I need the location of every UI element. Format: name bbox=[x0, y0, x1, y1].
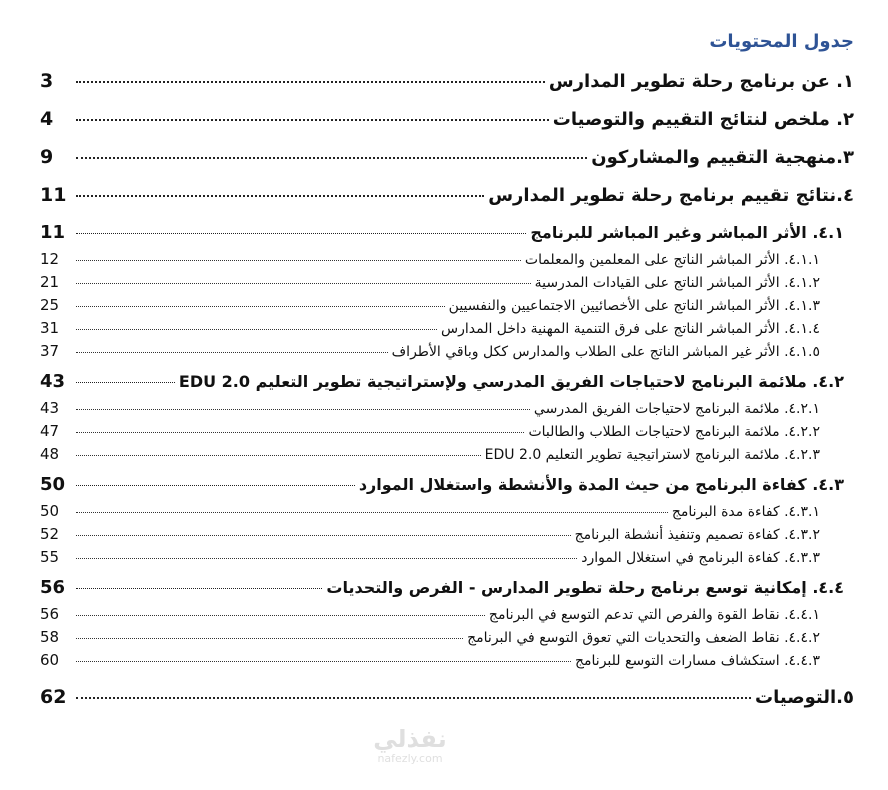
toc-page-number: 56 bbox=[40, 605, 60, 623]
toc-entry[interactable] bbox=[40, 294, 854, 317]
toc-entry[interactable] bbox=[40, 470, 854, 500]
watermark-latin: nafezly.com bbox=[377, 752, 443, 765]
toc-entry-title: ٤.٤. إمكانية توسع برنامج رحلة تطوير المدارس - الفرص والتحديات bbox=[326, 578, 844, 597]
toc-entry-title: ٤.٤.٣. استكشاف مسارات التوسع للبرنامج bbox=[575, 653, 820, 669]
watermark-logo bbox=[360, 725, 460, 765]
toc-entry[interactable] bbox=[40, 367, 854, 397]
dot-leader bbox=[76, 395, 530, 410]
toc-entry[interactable] bbox=[40, 317, 854, 340]
dot-leader bbox=[76, 469, 355, 486]
toc-entry[interactable] bbox=[40, 176, 854, 214]
toc-entry-title: ٤.٣.٣. كفاءة البرنامج في استغلال الموارد bbox=[581, 550, 820, 566]
dot-leader bbox=[76, 338, 388, 353]
dot-leader bbox=[76, 418, 524, 433]
dot-leader bbox=[76, 101, 549, 121]
toc-entry-title: ٤.٢.٣. ملائمة البرنامج لاستراتيجية تطوير التعليم EDU 2.0 bbox=[484, 447, 820, 463]
toc-entry-title: ٤.١.٤. الأثر المباشر الناتج على فرق التنمية المهنية داخل المدارس bbox=[441, 321, 820, 337]
dot-leader bbox=[76, 647, 571, 662]
toc-entry[interactable] bbox=[40, 443, 854, 466]
toc-entry-title: ٤.نتائج تقييم برنامج رحلة تطوير المدارس bbox=[488, 185, 854, 206]
toc-page-number: 3 bbox=[40, 70, 54, 92]
toc-entry-title: ٤.٤.١. نقاط القوة والفرص التي تدعم التوسع في البرنامج bbox=[488, 607, 820, 623]
toc-entry-title: ٣.منهجية التقييم والمشاركون bbox=[591, 147, 854, 168]
toc-page-number: 47 bbox=[40, 422, 60, 440]
toc-entry[interactable] bbox=[40, 100, 854, 138]
toc-page-number: 48 bbox=[40, 445, 60, 463]
toc-page-number: 31 bbox=[40, 319, 60, 337]
dot-leader bbox=[76, 601, 485, 616]
toc-entry-title: ٤.١.٣. الأثر المباشر الناتج على الأخصائيين الاجتماعيين والنفسيين bbox=[448, 298, 820, 314]
dot-leader bbox=[76, 366, 175, 383]
toc-entry-title: ٤.١.٢. الأثر المباشر الناتج على القيادات المدرسية bbox=[534, 275, 820, 291]
toc-page-number: 50 bbox=[40, 502, 60, 520]
dot-leader bbox=[76, 292, 445, 307]
toc-page-number: 12 bbox=[40, 250, 60, 268]
dot-leader bbox=[76, 572, 322, 589]
toc-entry[interactable] bbox=[40, 138, 854, 176]
dot-leader bbox=[76, 441, 481, 456]
toc-page-number: 50 bbox=[40, 474, 66, 495]
toc-entry[interactable] bbox=[40, 397, 854, 420]
dot-leader bbox=[76, 315, 437, 330]
toc-entry-title: ٤.٢.٢. ملائمة البرنامج لاحتياجات الطلاب والطالبات bbox=[528, 424, 820, 440]
toc-page-number: 60 bbox=[40, 651, 60, 669]
toc-entry[interactable] bbox=[40, 678, 854, 716]
toc-page-number: 4 bbox=[40, 108, 54, 130]
dot-leader bbox=[76, 139, 587, 159]
toc-entry[interactable] bbox=[40, 248, 854, 271]
toc-page-number: 55 bbox=[40, 548, 60, 566]
toc-page-number: 9 bbox=[40, 146, 54, 168]
toc-entry[interactable] bbox=[40, 420, 854, 443]
toc-entry-title: ٤.٤.٢. نقاط الضعف والتحديات التي تعوق التوسع في البرنامج bbox=[467, 630, 820, 646]
toc-entry-title: ١. عن برنامج رحلة تطوير المدارس bbox=[548, 71, 854, 92]
toc-entry-title: ٢. ملخص لنتائج التقييم والتوصيات bbox=[552, 109, 854, 130]
dot-leader bbox=[76, 679, 751, 699]
toc-page-number: 52 bbox=[40, 525, 60, 543]
toc-entry-title: ٤.٢.١. ملائمة البرنامج لاحتياجات الفريق المدرسي bbox=[533, 401, 820, 417]
toc-page-number: 11 bbox=[40, 222, 66, 243]
toc-page-number: 62 bbox=[40, 686, 67, 708]
dot-leader bbox=[76, 246, 521, 261]
toc-entry[interactable] bbox=[40, 573, 854, 603]
toc-entry-title: ٤.١.٥. الأثر غير المباشر الناتج على الطلاب والمدارس ككل وباقي الأطراف bbox=[391, 344, 820, 360]
toc-page-number: 43 bbox=[40, 399, 60, 417]
dot-leader bbox=[76, 544, 577, 559]
toc-page-number: 43 bbox=[40, 371, 66, 392]
toc-entry[interactable] bbox=[40, 340, 854, 363]
toc-heading: جدول المحتويات bbox=[709, 31, 854, 52]
watermark-arabic: نفذلي bbox=[373, 725, 447, 753]
toc-entry[interactable] bbox=[40, 603, 854, 626]
dot-leader bbox=[76, 63, 545, 83]
toc-entry[interactable] bbox=[40, 271, 854, 294]
dot-leader bbox=[76, 269, 531, 284]
toc-entry[interactable] bbox=[40, 649, 854, 672]
toc-entry-title: ٤.١.١. الأثر المباشر الناتج على المعلمين والمعلمات bbox=[524, 252, 820, 268]
toc-entry-title: ٥.التوصيات bbox=[755, 687, 854, 708]
toc-page-number: 37 bbox=[40, 342, 60, 360]
toc-page-number: 11 bbox=[40, 184, 67, 206]
toc-page-number: 25 bbox=[40, 296, 60, 314]
table-of-contents bbox=[40, 22, 854, 716]
dot-leader bbox=[76, 624, 463, 639]
toc-entry-title: ٤.٣.٢. كفاءة تصميم وتنفيذ أنشطة البرنامج bbox=[574, 527, 820, 543]
toc-page-number: 56 bbox=[40, 577, 66, 598]
toc-entry-title: ٤.٣. كفاءة البرنامج من حيث المدة والأنشطة واستغلال الموارد bbox=[358, 475, 844, 494]
dot-leader bbox=[76, 498, 668, 513]
toc-entry-title: ٤.١. الأثر المباشر وغير المباشر للبرنامج bbox=[530, 223, 844, 242]
toc-entry[interactable] bbox=[40, 626, 854, 649]
dot-leader bbox=[76, 521, 571, 536]
toc-entry-title: ٤.٣.١. كفاءة مدة البرنامج bbox=[671, 504, 820, 520]
toc-entry[interactable] bbox=[40, 523, 854, 546]
toc-entry[interactable] bbox=[40, 62, 854, 100]
dot-leader bbox=[76, 177, 484, 197]
toc-entry[interactable] bbox=[40, 546, 854, 569]
toc-entry[interactable] bbox=[40, 500, 854, 523]
toc-entry-title: ٤.٢. ملائمة البرنامج لاحتياجات الفريق المدرسي ولإستراتيجية تطوير التعليم EDU 2.0 bbox=[178, 372, 844, 391]
toc-page-number: 21 bbox=[40, 273, 60, 291]
dot-leader bbox=[76, 217, 526, 234]
toc-page-number: 58 bbox=[40, 628, 60, 646]
toc-entry[interactable] bbox=[40, 218, 854, 248]
